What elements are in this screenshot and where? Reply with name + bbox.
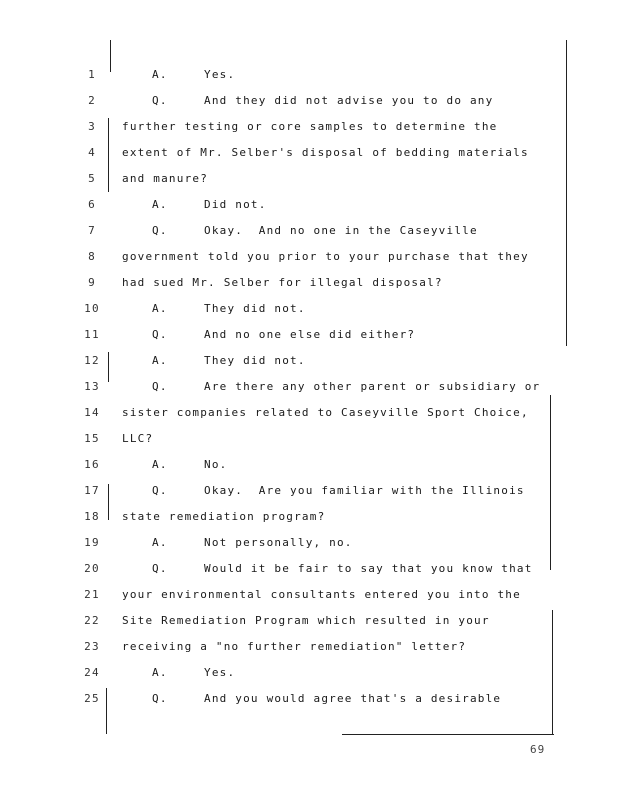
transcript-line [0,432,618,458]
line-number: 7 [88,224,96,237]
line-text: Are there any other parent or subsidiary or [204,380,541,393]
speaker-label: A. [152,68,168,81]
transcript-line [0,614,618,640]
line-text: had sued Mr. Selber for illegal disposal? [122,276,443,289]
transcript-line [0,562,618,588]
line-number: 10 [84,302,100,315]
line-text: Yes. [204,666,236,679]
line-text: receiving a "no further remediation" letter? [122,640,467,653]
speaker-label: Q. [152,94,168,107]
line-number: 13 [84,380,100,393]
line-number: 21 [84,588,100,601]
line-number: 11 [84,328,100,341]
transcript-line [0,692,618,718]
line-text: your environmental consultants entered you into the [122,588,521,601]
line-text: Okay. And no one in the Caseyville [204,224,478,237]
transcript-line [0,458,618,484]
bottom-margin-line [342,734,554,735]
transcript-line [0,484,618,510]
transcript-line [0,328,618,354]
transcript-line [0,640,618,666]
line-number: 15 [84,432,100,445]
transcript-line [0,120,618,146]
speaker-label: A. [152,666,168,679]
line-text: government told you prior to your purchase that they [122,250,529,263]
transcript-line [0,510,618,536]
speaker-label: A. [152,302,168,315]
speaker-label: Q. [152,328,168,341]
line-number: 14 [84,406,100,419]
line-number: 4 [88,146,96,159]
line-text: extent of Mr. Selber's disposal of bedding materials [122,146,529,159]
line-number: 6 [88,198,96,211]
speaker-label: A. [152,354,168,367]
line-number: 8 [88,250,96,263]
speaker-label: A. [152,198,168,211]
transcript-line [0,276,618,302]
speaker-label: Q. [152,224,168,237]
transcript-line [0,172,618,198]
transcript-line [0,68,618,94]
speaker-label: Q. [152,484,168,497]
transcript-line [0,666,618,692]
transcript-line [0,94,618,120]
line-text: and manure? [122,172,209,185]
transcript-line [0,536,618,562]
line-text: Yes. [204,68,236,81]
line-number: 22 [84,614,100,627]
speaker-label: Q. [152,380,168,393]
line-text: Did not. [204,198,267,211]
transcript-line [0,302,618,328]
line-number: 17 [84,484,100,497]
speaker-label: A. [152,536,168,549]
line-number: 3 [88,120,96,133]
line-number: 18 [84,510,100,523]
line-text: And they did not advise you to do any [204,94,494,107]
transcript-line [0,354,618,380]
line-text: No. [204,458,228,471]
line-text: LLC? [122,432,154,445]
line-number: 24 [84,666,100,679]
speaker-label: Q. [152,562,168,575]
line-text: sister companies related to Caseyville Sport Choice, [122,406,529,419]
speaker-label: Q. [152,692,168,705]
line-number: 19 [84,536,100,549]
line-text: And no one else did either? [204,328,416,341]
line-number: 20 [84,562,100,575]
transcript-line [0,224,618,250]
transcript-line [0,198,618,224]
line-text: They did not. [204,354,306,367]
line-text: Would it be fair to say that you know that [204,562,533,575]
line-number: 2 [88,94,96,107]
line-text: And you would agree that's a desirable [204,692,502,705]
line-number: 23 [84,640,100,653]
transcript-line [0,380,618,406]
line-text: further testing or core samples to determine the [122,120,498,133]
speaker-label: A. [152,458,168,471]
line-number: 16 [84,458,100,471]
line-number: 12 [84,354,100,367]
transcript-line [0,146,618,172]
page-number: 69 [530,743,546,756]
line-text: Not personally, no. [204,536,353,549]
line-text: Site Remediation Program which resulted in your [122,614,490,627]
transcript-line [0,588,618,614]
line-text: state remediation program? [122,510,326,523]
line-number: 5 [88,172,96,185]
line-text: Okay. Are you familiar with the Illinois [204,484,525,497]
line-text: They did not. [204,302,306,315]
transcript-line [0,406,618,432]
line-number: 9 [88,276,96,289]
line-number: 25 [84,692,100,705]
transcript-line [0,250,618,276]
line-number: 1 [88,68,96,81]
